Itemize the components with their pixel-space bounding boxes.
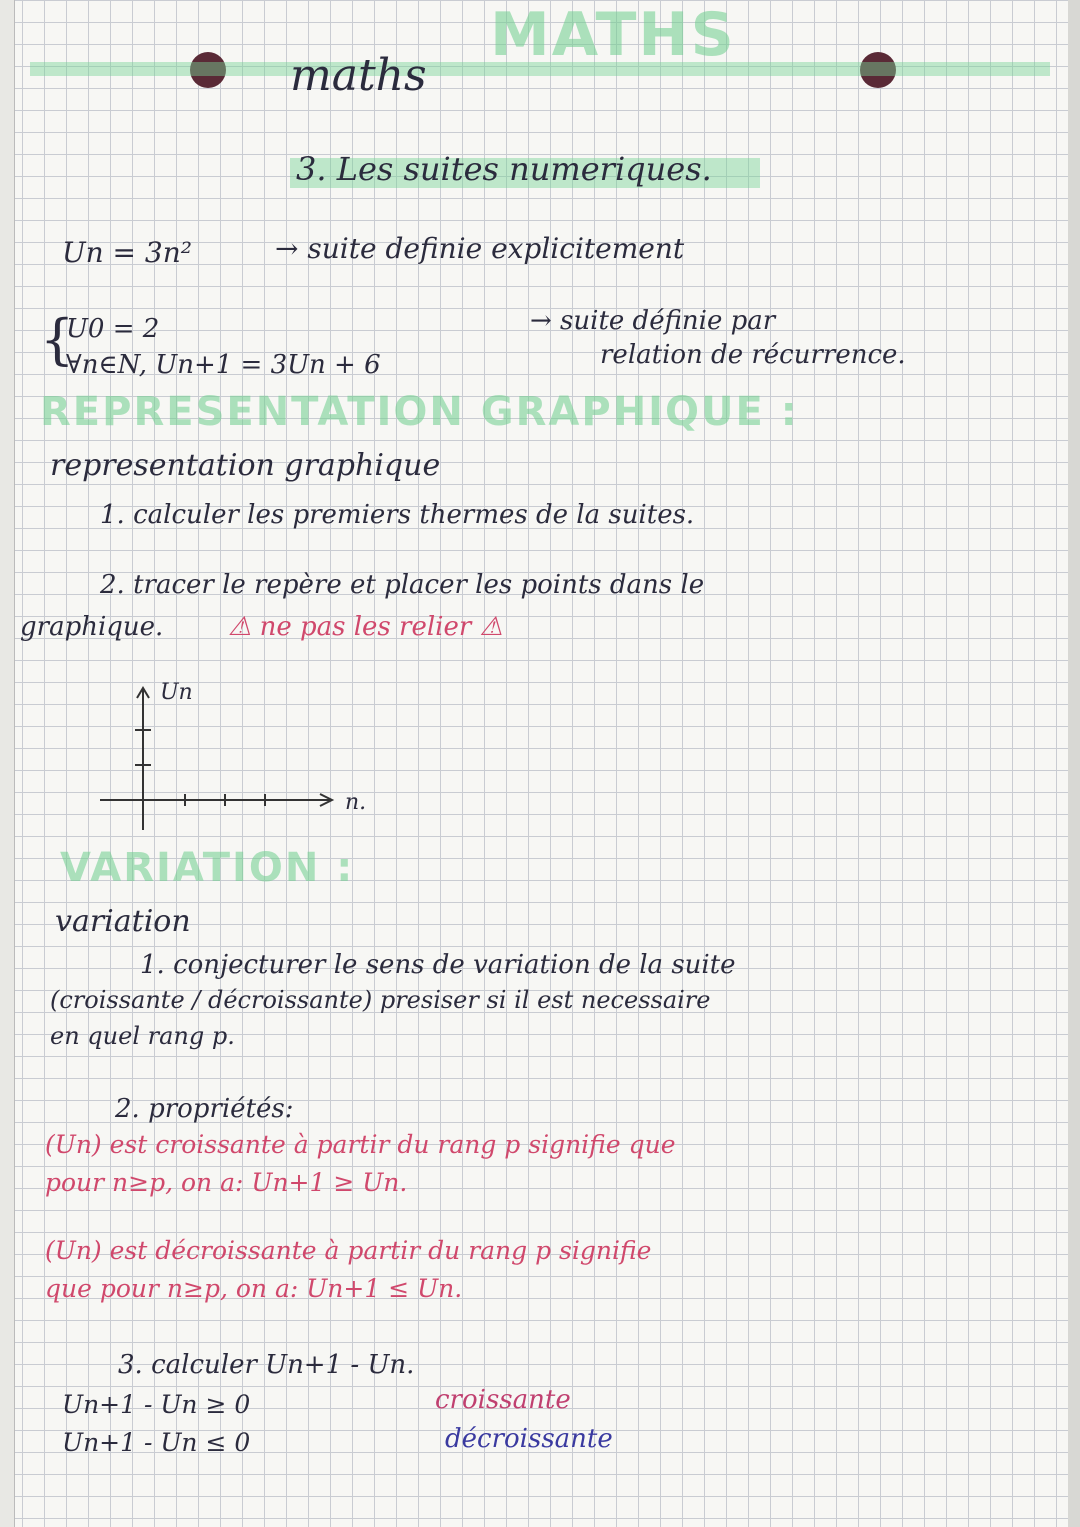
variation-step-3: 3. calculer Un+1 - Un. (118, 1350, 415, 1380)
property-increasing: pour n≥p, on a: Un+1 ≥ Un. (45, 1168, 408, 1197)
page-title: maths (290, 50, 427, 101)
warning-text: ⚠ ne pas les relier ⚠ (228, 612, 503, 642)
variation-step-1: 1. conjecturer le sens de variation de la suite (140, 950, 736, 980)
graph-step-2: 2. tracer le repère et placer les points dans le (100, 570, 705, 600)
rule-negative: Un+1 - Un ≤ 0 (62, 1428, 251, 1457)
graph-step-2: graphique. (20, 612, 164, 642)
title-banner: MATHS (490, 0, 736, 70)
chapter-title: 3. Les suites numeriques. (296, 150, 712, 188)
property-decreasing: (Un) est décroissante à partir du rang p signifie (45, 1236, 652, 1265)
variation-heading: variation (55, 904, 191, 939)
graph-banner: REPRESENTATION GRAPHIQUE : (40, 389, 799, 435)
graph-step-1: 1. calculer les premiers thermes de la suites. (100, 500, 695, 530)
axis-y-label: Un (160, 680, 193, 705)
property-increasing: (Un) est croissante à partir du rang p signifie que (45, 1130, 676, 1159)
rule-negative-result: décroissante (445, 1424, 613, 1454)
page-edge (1068, 0, 1080, 1527)
recurrence-relation: ∀n∈N, Un+1 = 3Un + 6 (66, 350, 381, 380)
variation-banner: VARIATION : (60, 845, 355, 891)
recurrence-note: → suite définie par (530, 306, 776, 336)
property-decreasing: que pour n≥p, on a: Un+1 ≤ Un. (45, 1274, 463, 1303)
rule-positive: Un+1 - Un ≥ 0 (62, 1390, 251, 1419)
axes-sketch (95, 680, 355, 840)
recurrence-initial: U0 = 2 (66, 314, 160, 344)
axis-x-label: n. (345, 790, 367, 815)
rule-positive-result: croissante (435, 1385, 571, 1415)
variation-step-1: en quel rang p. (50, 1022, 235, 1050)
brace: { (40, 308, 75, 371)
recurrence-note: relation de récurrence. (600, 340, 906, 370)
explicit-formula: Un = 3n² (62, 236, 192, 269)
page-margin (0, 0, 15, 1527)
explicit-note: → suite definie explicitement (275, 232, 685, 265)
variation-step-2: 2. propriétés: (115, 1094, 294, 1124)
variation-step-1: (croissante / décroissante) presiser si il est necessaire (50, 986, 711, 1014)
graph-heading: representation graphique (50, 448, 441, 483)
